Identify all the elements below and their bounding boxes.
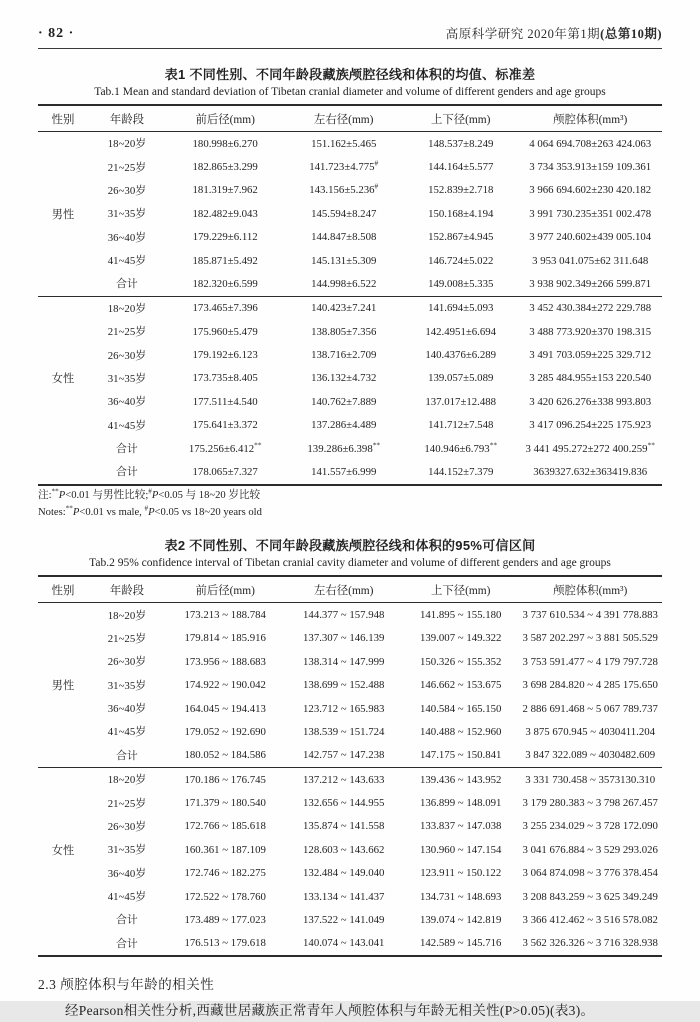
value-cell: 150.168±4.194 xyxy=(428,207,494,220)
value-cell: 144.847±8.508 xyxy=(311,231,377,244)
table-row xyxy=(38,603,662,627)
table-row xyxy=(38,697,662,720)
value-cell: 132.656 ~ 144.955 xyxy=(303,797,385,810)
age-cell: 31~35岁 xyxy=(107,372,147,385)
value-cell: 152.867±4.945 xyxy=(428,231,494,244)
table-row xyxy=(38,367,662,390)
gender-cell: 女性 xyxy=(38,296,88,460)
value-cell: 147.175 ~ 150.841 xyxy=(420,749,502,762)
value-cell: 182.865±3.299 xyxy=(192,161,258,174)
value-cell: 139.007 ~ 149.322 xyxy=(420,632,502,645)
table-row xyxy=(38,908,662,931)
value-cell: 137.212 ~ 143.633 xyxy=(284,767,403,791)
italic-p: P xyxy=(72,506,80,518)
significance-marker: ** xyxy=(489,439,498,449)
value-cell: 138.716±2.709 xyxy=(311,349,377,362)
value-cell: 144.377 ~ 157.948 xyxy=(303,609,385,622)
significance-marker: ** xyxy=(372,439,381,449)
table-row xyxy=(38,815,662,838)
column-header: 左右径(mm) xyxy=(313,585,374,598)
grand-total-row xyxy=(38,932,662,956)
value-cell: 164.045 ~ 194.413 xyxy=(184,702,266,715)
value-cell: 3 562 326.326 ~ 3 716 328.938 xyxy=(522,937,658,950)
page-header xyxy=(38,24,662,42)
age-cell: 21~25岁 xyxy=(107,161,147,174)
value-cell: 3 420 626.276±338 993.803 xyxy=(529,395,652,408)
journal-name: 高原科学研究 2020年第1期 xyxy=(445,27,601,41)
age-cell: 26~30岁 xyxy=(107,184,147,197)
italic-p: P xyxy=(148,506,155,518)
table-row xyxy=(38,791,662,814)
journal-info xyxy=(446,24,662,42)
value-cell: 172.766 ~ 185.618 xyxy=(184,820,266,833)
value-cell: 139.074 ~ 142.819 xyxy=(420,913,502,926)
age-cell: 36~40岁 xyxy=(107,867,147,880)
table1-note-zh: 注:**P<0.01 与男性比较;#P<0.05 与 18~20 岁比较 xyxy=(38,487,261,501)
value-cell: 140.488 ~ 152.960 xyxy=(420,725,502,738)
value-cell: 136.132±4.732 xyxy=(311,372,377,385)
table-row xyxy=(38,437,662,460)
value-cell: 150.326 ~ 155.352 xyxy=(420,655,502,668)
value-cell: 3 953 041.075±62 311.648 xyxy=(532,254,649,267)
value-cell: 3 331 730.458 ~ 3573130.310 xyxy=(518,767,662,791)
age-cell: 合计 xyxy=(116,749,138,762)
value-cell: 3 991 730.235±351 002.478 xyxy=(529,207,652,220)
value-cell: 136.899 ~ 148.091 xyxy=(420,797,502,810)
age-cell: 18~20岁 xyxy=(107,609,147,622)
gender-cell: 男性 xyxy=(51,680,75,693)
column-header: 前后径(mm) xyxy=(195,585,255,598)
table-row xyxy=(38,838,662,861)
column-header: 颅腔体积(mm³) xyxy=(553,114,628,126)
table-row xyxy=(38,390,662,413)
value-cell: 144.152±7.379 xyxy=(428,465,494,478)
table-row xyxy=(38,320,662,343)
column-header: 性别 xyxy=(51,585,75,598)
age-cell: 合计 xyxy=(116,443,138,456)
significance-marker: # xyxy=(374,181,379,191)
table-row xyxy=(38,744,662,768)
value-cell: 179.192±6.123 xyxy=(192,349,258,362)
value-cell: 133.134 ~ 141.437 xyxy=(303,890,385,903)
value-cell: 137.307 ~ 146.139 xyxy=(303,632,385,645)
table-row xyxy=(38,414,662,437)
table1-mean-sd xyxy=(38,104,662,486)
gender-cell-empty xyxy=(38,932,88,956)
value-cell: 152.839±2.718 xyxy=(428,184,494,197)
table1-note-en: Notes:**P<0.01 vs male, #P<0.05 vs 18~20 years old xyxy=(38,504,262,518)
age-cell: 21~25岁 xyxy=(107,797,147,810)
value-cell: 130.960 ~ 147.154 xyxy=(420,843,502,856)
value-cell: 3 417 096.254±225 175.923 xyxy=(529,419,652,432)
table-row xyxy=(38,226,662,249)
value-cell: 173.465±7.396 xyxy=(166,296,285,320)
value-cell: 176.513 ~ 179.618 xyxy=(184,937,266,950)
age-cell: 18~20岁 xyxy=(88,296,166,320)
column-header: 年龄段 xyxy=(109,114,144,126)
value-cell: 3 847 322.089 ~ 4030482.609 xyxy=(525,749,656,762)
value-cell: 3 966 694.602±230 420.182 xyxy=(529,184,652,197)
column-header: 上下径(mm) xyxy=(430,114,491,126)
table2-confidence-interval xyxy=(38,575,662,957)
gender-cell: 女性 xyxy=(38,767,88,931)
value-cell: 3 734 353.913±159 109.361 xyxy=(529,161,652,174)
value-cell: 182.482±9.043 xyxy=(192,207,258,220)
table-row xyxy=(38,296,662,320)
age-cell: 18~20岁 xyxy=(107,138,147,151)
value-cell: 135.874 ~ 141.558 xyxy=(303,820,385,833)
age-cell: 36~40岁 xyxy=(107,703,147,716)
value-cell: 141.712±7.548 xyxy=(428,419,494,432)
value-cell: 123.911 ~ 150.122 xyxy=(420,867,502,880)
age-cell: 合计 xyxy=(116,914,138,927)
value-cell: 3 753 591.477 ~ 4 179 797.728 xyxy=(522,655,658,668)
value-cell: 141.694±5.093 xyxy=(403,296,518,320)
header-divider xyxy=(38,48,662,49)
age-cell: 26~30岁 xyxy=(107,820,147,833)
value-cell: 145.594±8.247 xyxy=(311,207,377,220)
age-cell: 41~45岁 xyxy=(107,726,147,739)
value-cell: 151.162±5.465 xyxy=(311,137,377,150)
value-cell: 179.229±6.112 xyxy=(192,231,258,244)
value-cell: 143.156±5.236# xyxy=(309,181,379,197)
age-cell: 41~45岁 xyxy=(107,255,147,268)
column-header: 性别 xyxy=(51,114,75,126)
table-row xyxy=(38,650,662,673)
age-cell: 31~35岁 xyxy=(107,208,147,221)
value-cell: 173.489 ~ 177.023 xyxy=(184,913,266,926)
header-row xyxy=(38,576,662,603)
value-cell: 179.814 ~ 185.916 xyxy=(184,632,266,645)
gender-cell-empty xyxy=(38,460,88,484)
value-cell: 141.895 ~ 155.180 xyxy=(420,609,502,622)
value-cell: 123.712 ~ 165.983 xyxy=(303,702,385,715)
table-row xyxy=(38,343,662,366)
age-cell: 36~40岁 xyxy=(107,396,147,409)
value-cell: 172.522 ~ 178.760 xyxy=(184,890,266,903)
value-cell: 128.603 ~ 143.662 xyxy=(303,843,385,856)
value-cell: 138.699 ~ 152.488 xyxy=(303,679,385,692)
significance-marker: ** xyxy=(51,487,59,496)
value-cell: 138.314 ~ 147.999 xyxy=(303,655,385,668)
age-cell: 36~40岁 xyxy=(107,231,147,244)
value-cell: 175.641±3.372 xyxy=(192,419,258,432)
value-cell: 180.052 ~ 184.586 xyxy=(184,749,266,762)
value-cell: 171.379 ~ 180.540 xyxy=(184,797,266,810)
value-cell: 174.922 ~ 190.042 xyxy=(184,679,266,692)
value-cell: 4 064 694.708±263 424.063 xyxy=(529,137,652,150)
value-cell: 3 938 902.349±266 599.871 xyxy=(529,277,652,290)
age-cell: 26~30岁 xyxy=(107,349,147,362)
grand-total-row xyxy=(38,460,662,484)
significance-marker: ** xyxy=(647,439,655,449)
age-cell: 合计 xyxy=(116,466,138,479)
value-cell: 146.724±5.022 xyxy=(428,254,494,267)
value-cell: 173.213 ~ 188.784 xyxy=(184,609,266,622)
value-cell: 3 587 202.297 ~ 3 881 505.529 xyxy=(522,632,658,645)
value-cell: 3 977 240.602±439 005.104 xyxy=(529,231,652,244)
value-cell: 3 366 412.462 ~ 3 516 578.082 xyxy=(522,913,658,926)
value-cell: 177.511±4.540 xyxy=(192,395,258,408)
value-cell: 146.662 ~ 153.675 xyxy=(420,679,502,692)
value-cell: 138.539 ~ 151.724 xyxy=(303,725,385,738)
value-cell: 137.017±12.488 xyxy=(425,395,497,408)
value-cell: 142.589 ~ 145.716 xyxy=(420,937,502,950)
value-cell: 138.805±7.356 xyxy=(311,325,377,338)
header-row xyxy=(38,105,662,132)
value-cell: 148.537±8.249 xyxy=(428,137,494,150)
value-cell: 2 886 691.468 ~ 5 067 789.737 xyxy=(522,702,658,715)
value-cell: 139.436 ~ 143.952 xyxy=(403,767,518,791)
value-cell: 142.4951±6.694 xyxy=(425,325,497,338)
value-cell: 140.946±6.793** xyxy=(424,439,498,455)
table-row xyxy=(38,132,662,156)
value-cell: 179.052 ~ 192.690 xyxy=(184,725,266,738)
value-cell: 3 452 430.384±272 229.788 xyxy=(518,296,662,320)
value-cell: 144.998±6.522 xyxy=(311,277,377,290)
value-cell: 172.746 ~ 182.275 xyxy=(184,867,266,880)
value-cell: 3 208 843.259 ~ 3 625 349.249 xyxy=(522,890,658,903)
value-cell: 137.286±4.489 xyxy=(311,419,377,432)
value-cell: 3 737 610.534 ~ 4 391 778.883 xyxy=(522,609,658,622)
column-header: 左右径(mm) xyxy=(313,114,374,126)
value-cell: 3 041 676.884 ~ 3 529 293.026 xyxy=(522,843,658,856)
value-cell: 173.735±8.405 xyxy=(192,372,258,385)
value-cell: 3 875 670.945 ~ 4030411.204 xyxy=(525,725,656,738)
age-cell: 31~35岁 xyxy=(107,679,147,692)
table-row xyxy=(38,720,662,743)
value-cell: 170.186 ~ 176.745 xyxy=(166,767,285,791)
value-cell: 182.320±6.599 xyxy=(192,277,258,290)
table-row xyxy=(38,202,662,225)
value-cell: 140.584 ~ 165.150 xyxy=(420,702,502,715)
value-cell: 181.319±7.962 xyxy=(192,184,258,197)
age-cell: 26~30岁 xyxy=(107,656,147,669)
value-cell: 140.074 ~ 143.041 xyxy=(303,937,385,950)
value-cell: 142.757 ~ 147.238 xyxy=(303,749,385,762)
age-cell: 31~35岁 xyxy=(107,844,147,857)
value-cell: 3 488 773.920±370 198.315 xyxy=(529,325,652,338)
significance-marker: ** xyxy=(65,504,73,513)
page-number: · 82 · xyxy=(38,26,75,41)
age-cell: 41~45岁 xyxy=(107,891,147,904)
table-row xyxy=(38,249,662,272)
value-cell: 3 698 284.820 ~ 4 285 175.650 xyxy=(522,679,658,692)
column-header: 前后径(mm) xyxy=(195,114,255,126)
section-heading: 2.3 颅腔体积与年龄的相关性 xyxy=(38,976,215,992)
gender-cell: 男性 xyxy=(51,208,75,221)
value-cell: 133.837 ~ 147.038 xyxy=(420,820,502,833)
journal-issue: (总第10期) xyxy=(600,27,662,41)
value-cell: 139.057±5.089 xyxy=(428,372,494,385)
value-cell: 137.522 ~ 141.049 xyxy=(303,913,385,926)
value-cell: 3 285 484.955±153 220.540 xyxy=(529,372,652,385)
value-cell: 141.723±4.775# xyxy=(309,158,379,174)
value-cell: 3639327.632±363419.836 xyxy=(533,465,648,478)
value-cell: 140.4376±6.289 xyxy=(425,349,497,362)
significance-marker: # xyxy=(144,504,149,513)
age-cell: 21~25岁 xyxy=(107,632,147,645)
value-cell: 141.557±6.999 xyxy=(311,465,377,478)
value-cell: 132.484 ~ 149.040 xyxy=(303,867,385,880)
value-cell: 139.286±6.398** xyxy=(307,439,381,455)
table-row xyxy=(38,179,662,202)
column-header: 年龄段 xyxy=(109,585,144,598)
significance-marker: ** xyxy=(254,439,262,449)
table-row xyxy=(38,885,662,908)
value-cell: 175.256±6.412** xyxy=(188,439,262,455)
value-cell: 185.871±5.492 xyxy=(192,254,258,267)
italic-p: P xyxy=(58,489,66,501)
age-cell: 41~45岁 xyxy=(107,419,147,432)
table1-title-zh: 表1 不同性别、不同年龄段藏族颅腔径线和体积的均值、标准差 xyxy=(164,67,536,82)
value-cell: 175.960±5.479 xyxy=(192,325,258,338)
italic-p: P xyxy=(151,489,159,501)
value-cell: 160.361 ~ 187.109 xyxy=(184,843,266,856)
table-row xyxy=(38,155,662,178)
significance-marker: # xyxy=(148,487,152,496)
value-cell: 3 255 234.029 ~ 3 728 172.090 xyxy=(522,820,658,833)
value-cell: 3 064 874.098 ~ 3 776 378.454 xyxy=(522,867,658,880)
value-cell: 180.998±6.270 xyxy=(192,137,258,150)
table2-title-zh: 表2 不同性别、不同年龄段藏族颅腔径线和体积的95%可信区间 xyxy=(164,538,536,554)
value-cell: 140.423±7.241 xyxy=(284,296,403,320)
table-row xyxy=(38,272,662,296)
value-cell: 3 441 495.272±272 400.259** xyxy=(525,439,655,455)
age-cell: 合计 xyxy=(116,278,138,291)
value-cell: 145.131±5.309 xyxy=(311,254,377,267)
table-row xyxy=(38,767,662,791)
age-cell: 21~25岁 xyxy=(107,326,147,339)
value-cell: 134.731 ~ 148.693 xyxy=(420,890,502,903)
table-row xyxy=(38,673,662,696)
value-cell: 178.065±7.327 xyxy=(192,465,258,478)
value-cell: 149.008±5.335 xyxy=(428,277,494,290)
column-header: 颅腔体积(mm³) xyxy=(553,585,628,598)
significance-marker: # xyxy=(374,158,379,168)
table-row xyxy=(38,861,662,884)
value-cell: 144.164±5.577 xyxy=(428,161,494,174)
table-row xyxy=(38,627,662,650)
body-paragraph: 经Pearson相关性分析,西藏世居藏族正常青年人颅腔体积与年龄无相关性(P>0.05)(表3)。 xyxy=(65,1002,595,1018)
table2-title-en: Tab.2 95% confidence interval of Tibetan cranial cavity diameter and volume of different genders and age groups xyxy=(89,557,611,570)
value-cell: 173.956 ~ 188.683 xyxy=(184,655,266,668)
table1-title-en: Tab.1 Mean and standard deviation of Tibetan cranial diameter and volume of different genders and age groups xyxy=(94,86,606,98)
age-cell: 18~20岁 xyxy=(88,767,166,791)
age-cell: 合计 xyxy=(116,937,138,950)
column-header: 上下径(mm) xyxy=(430,585,491,598)
value-cell: 140.762±7.889 xyxy=(311,395,377,408)
value-cell: 3 179 280.383 ~ 3 798 267.457 xyxy=(522,797,658,810)
value-cell: 3 491 703.059±225 329.712 xyxy=(529,349,652,362)
